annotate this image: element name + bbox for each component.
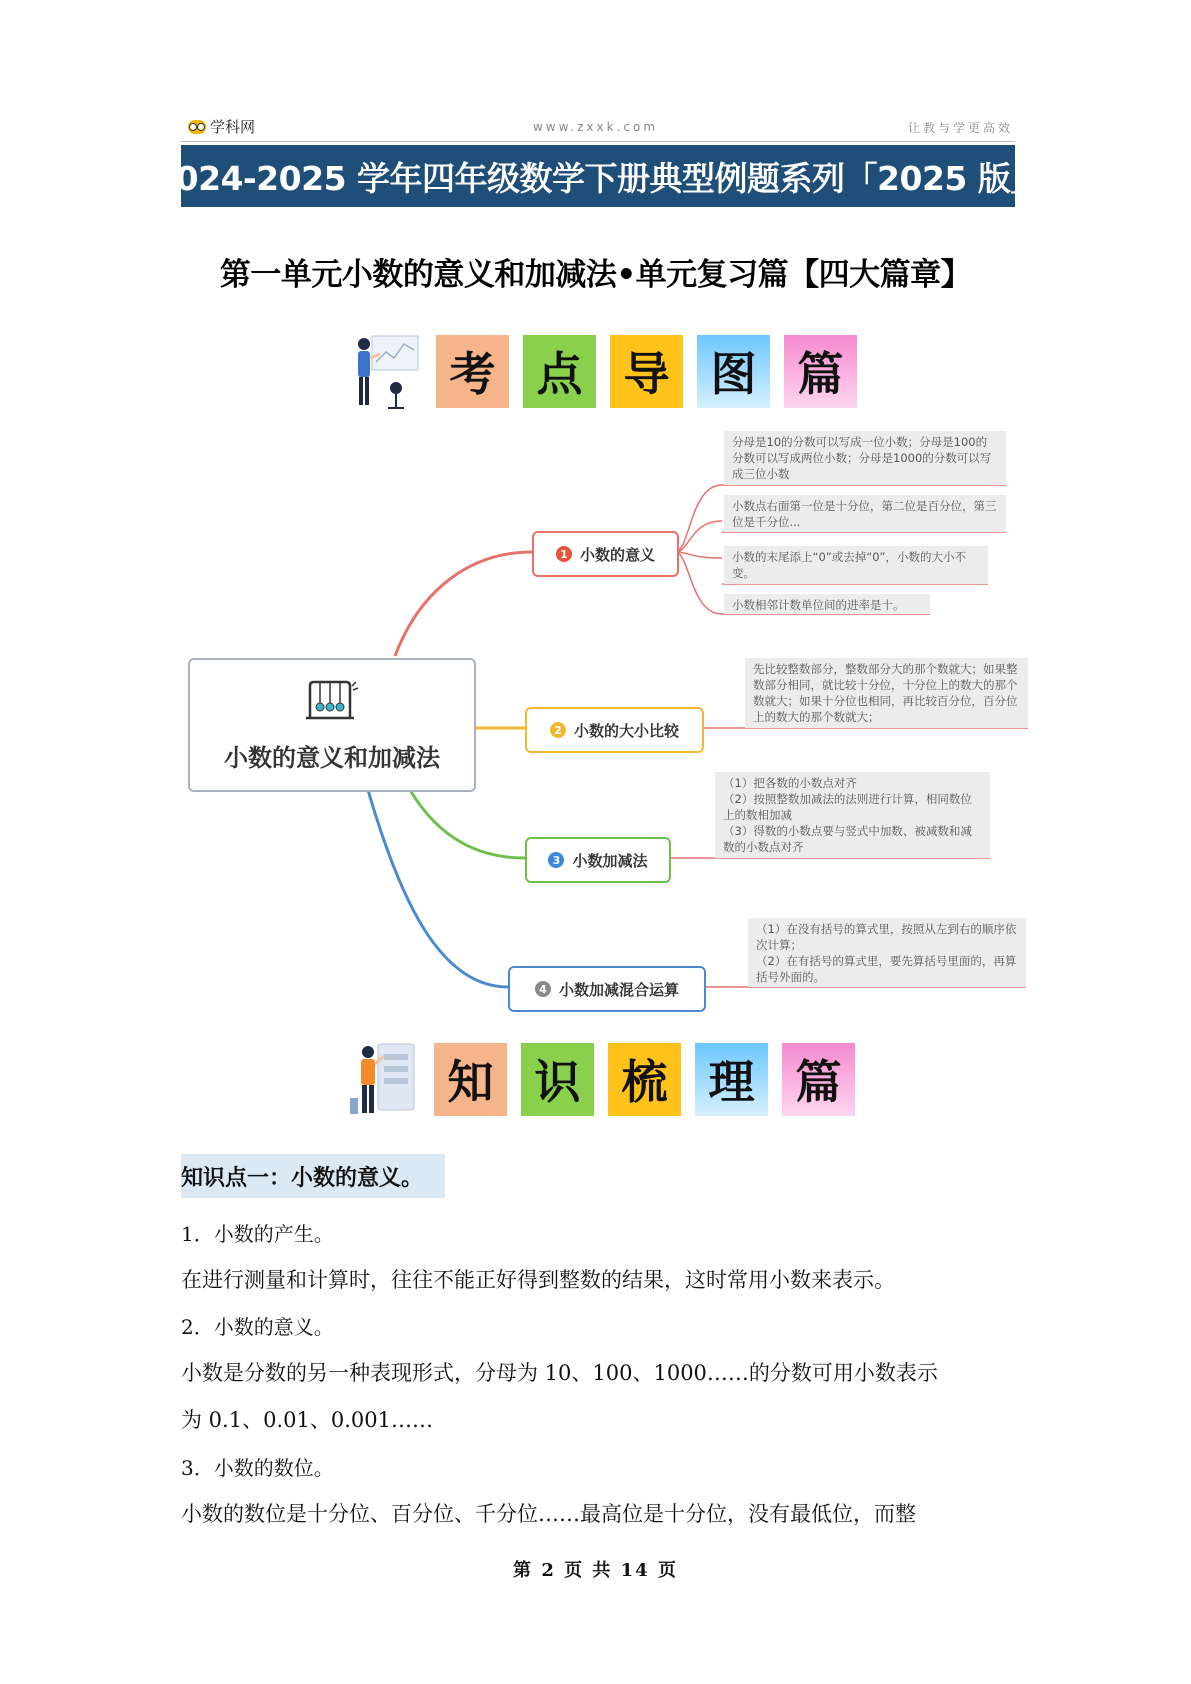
branch-node-1 [532, 531, 679, 577]
branch-label: 小数加减混合运算 [558, 980, 679, 999]
tile-char-5: 篇 [782, 1043, 855, 1116]
tile-char-2: 点 [523, 335, 596, 408]
branch-number-badge: 2 [550, 722, 566, 738]
leaf-4-1: （1）在没有括号的算式里，按照从左到右的顺序依次计算； （2）在有括号的算式里，要先算括号里面的，再算括号外面的。 [748, 918, 1026, 987]
presenter-figure-icon [348, 1040, 420, 1118]
leaf-2-1: 先比较整数部分，整数部分大的那个数就大；如果整数部分相同，就比较十分位，十分位上的数大的那个数就大；如果十分位也相同，再比较百分位，百分位上的数大的那个数就大； [745, 658, 1028, 728]
page-footer: 第 2 页 共 14 页 [513, 1560, 678, 1581]
subheading-2: 2．小数的意义。 [181, 1315, 334, 1339]
branch-node-3 [525, 837, 671, 883]
tile-char-1: 考 [436, 335, 509, 408]
knowledge-point-title [181, 1154, 445, 1198]
paragraph-2b: 为 0.1、0.01、0.001…… [181, 1408, 433, 1432]
site-url: www.zxxk.com [532, 120, 659, 134]
branch-node-2 [525, 707, 704, 753]
branch-number-badge: 3 [548, 852, 564, 868]
leaf-1-3: 小数的末尾添上“0”或去掉“0”，小数的大小不变。 [724, 546, 988, 584]
site-slogan: 让教与学更高效 [907, 121, 1013, 135]
knowledge-point-label: 知识点一：小数的意义。 [181, 1165, 424, 1191]
tile-char-5: 篇 [784, 335, 857, 408]
branch-number-badge: 1 [556, 546, 572, 562]
leaf-1-4: 小数相邻计数单位间的进率是十。 [724, 594, 930, 614]
paragraph-3: 小数的数位是十分位、百分位、千分位……最高位是十分位，没有最低位，而整 [181, 1502, 916, 1526]
tile-char-1: 知 [434, 1043, 507, 1116]
branch-label: 小数的大小比较 [573, 721, 679, 740]
section-header-knowledge [348, 1040, 855, 1118]
leaf-1-1: 分母是10的分数可以写成一位小数；分母是100的分数可以写成两位小数；分母是1000的分数可以写成三位小数 [724, 431, 1006, 485]
branch-label: 小数的意义 [579, 545, 655, 564]
newtons-cradle-icon [304, 678, 360, 722]
branch-node-4 [508, 966, 706, 1012]
page-subtitle: 第一单元小数的意义和加减法•单元复习篇【四大篇章】 [219, 257, 972, 293]
branch-number-badge: 4 [535, 981, 551, 997]
central-node-label: 小数的意义和加减法 [224, 743, 440, 772]
tile-char-4: 图 [697, 335, 770, 408]
tile-char-3: 梳 [608, 1043, 681, 1116]
connector-branch-1 [395, 552, 532, 656]
paragraph-2a: 小数是分数的另一种表现形式，分母为 10、100、1000……的分数可用小数表示 [181, 1361, 938, 1385]
connector-branch-3 [410, 790, 525, 858]
subheading-3: 3．小数的数位。 [181, 1456, 334, 1480]
branch-label: 小数加减法 [572, 851, 648, 870]
logo-text: 学科网 [210, 118, 256, 136]
tile-char-4: 理 [695, 1043, 768, 1116]
tile-char-3: 导 [610, 335, 683, 408]
mindmap-central-node [188, 658, 476, 792]
leaf-3-1: （1）把各数的小数点对齐 （2）按照整数加减法的法则进行计算，相同数位上的数相加减 （3）得数的小数点要与竖式中加数、被减数和减数的小数点对齐 [715, 772, 990, 858]
leaf-1-2: 小数点右面第一位是十分位，第二位是百分位，第三位是千分位... [724, 495, 1006, 532]
tile-char-2: 识 [521, 1043, 594, 1116]
connector-branch-4 [368, 790, 508, 987]
subheading-1: 1．小数的产生。 [181, 1222, 334, 1246]
paragraph-1: 在进行测量和计算时，往往不能正好得到整数的结果，这时常用小数来表示。 [181, 1268, 895, 1292]
banner-title: 2024-2025 学年四年级数学下册典型例题系列「2025 版」 [181, 145, 1015, 207]
